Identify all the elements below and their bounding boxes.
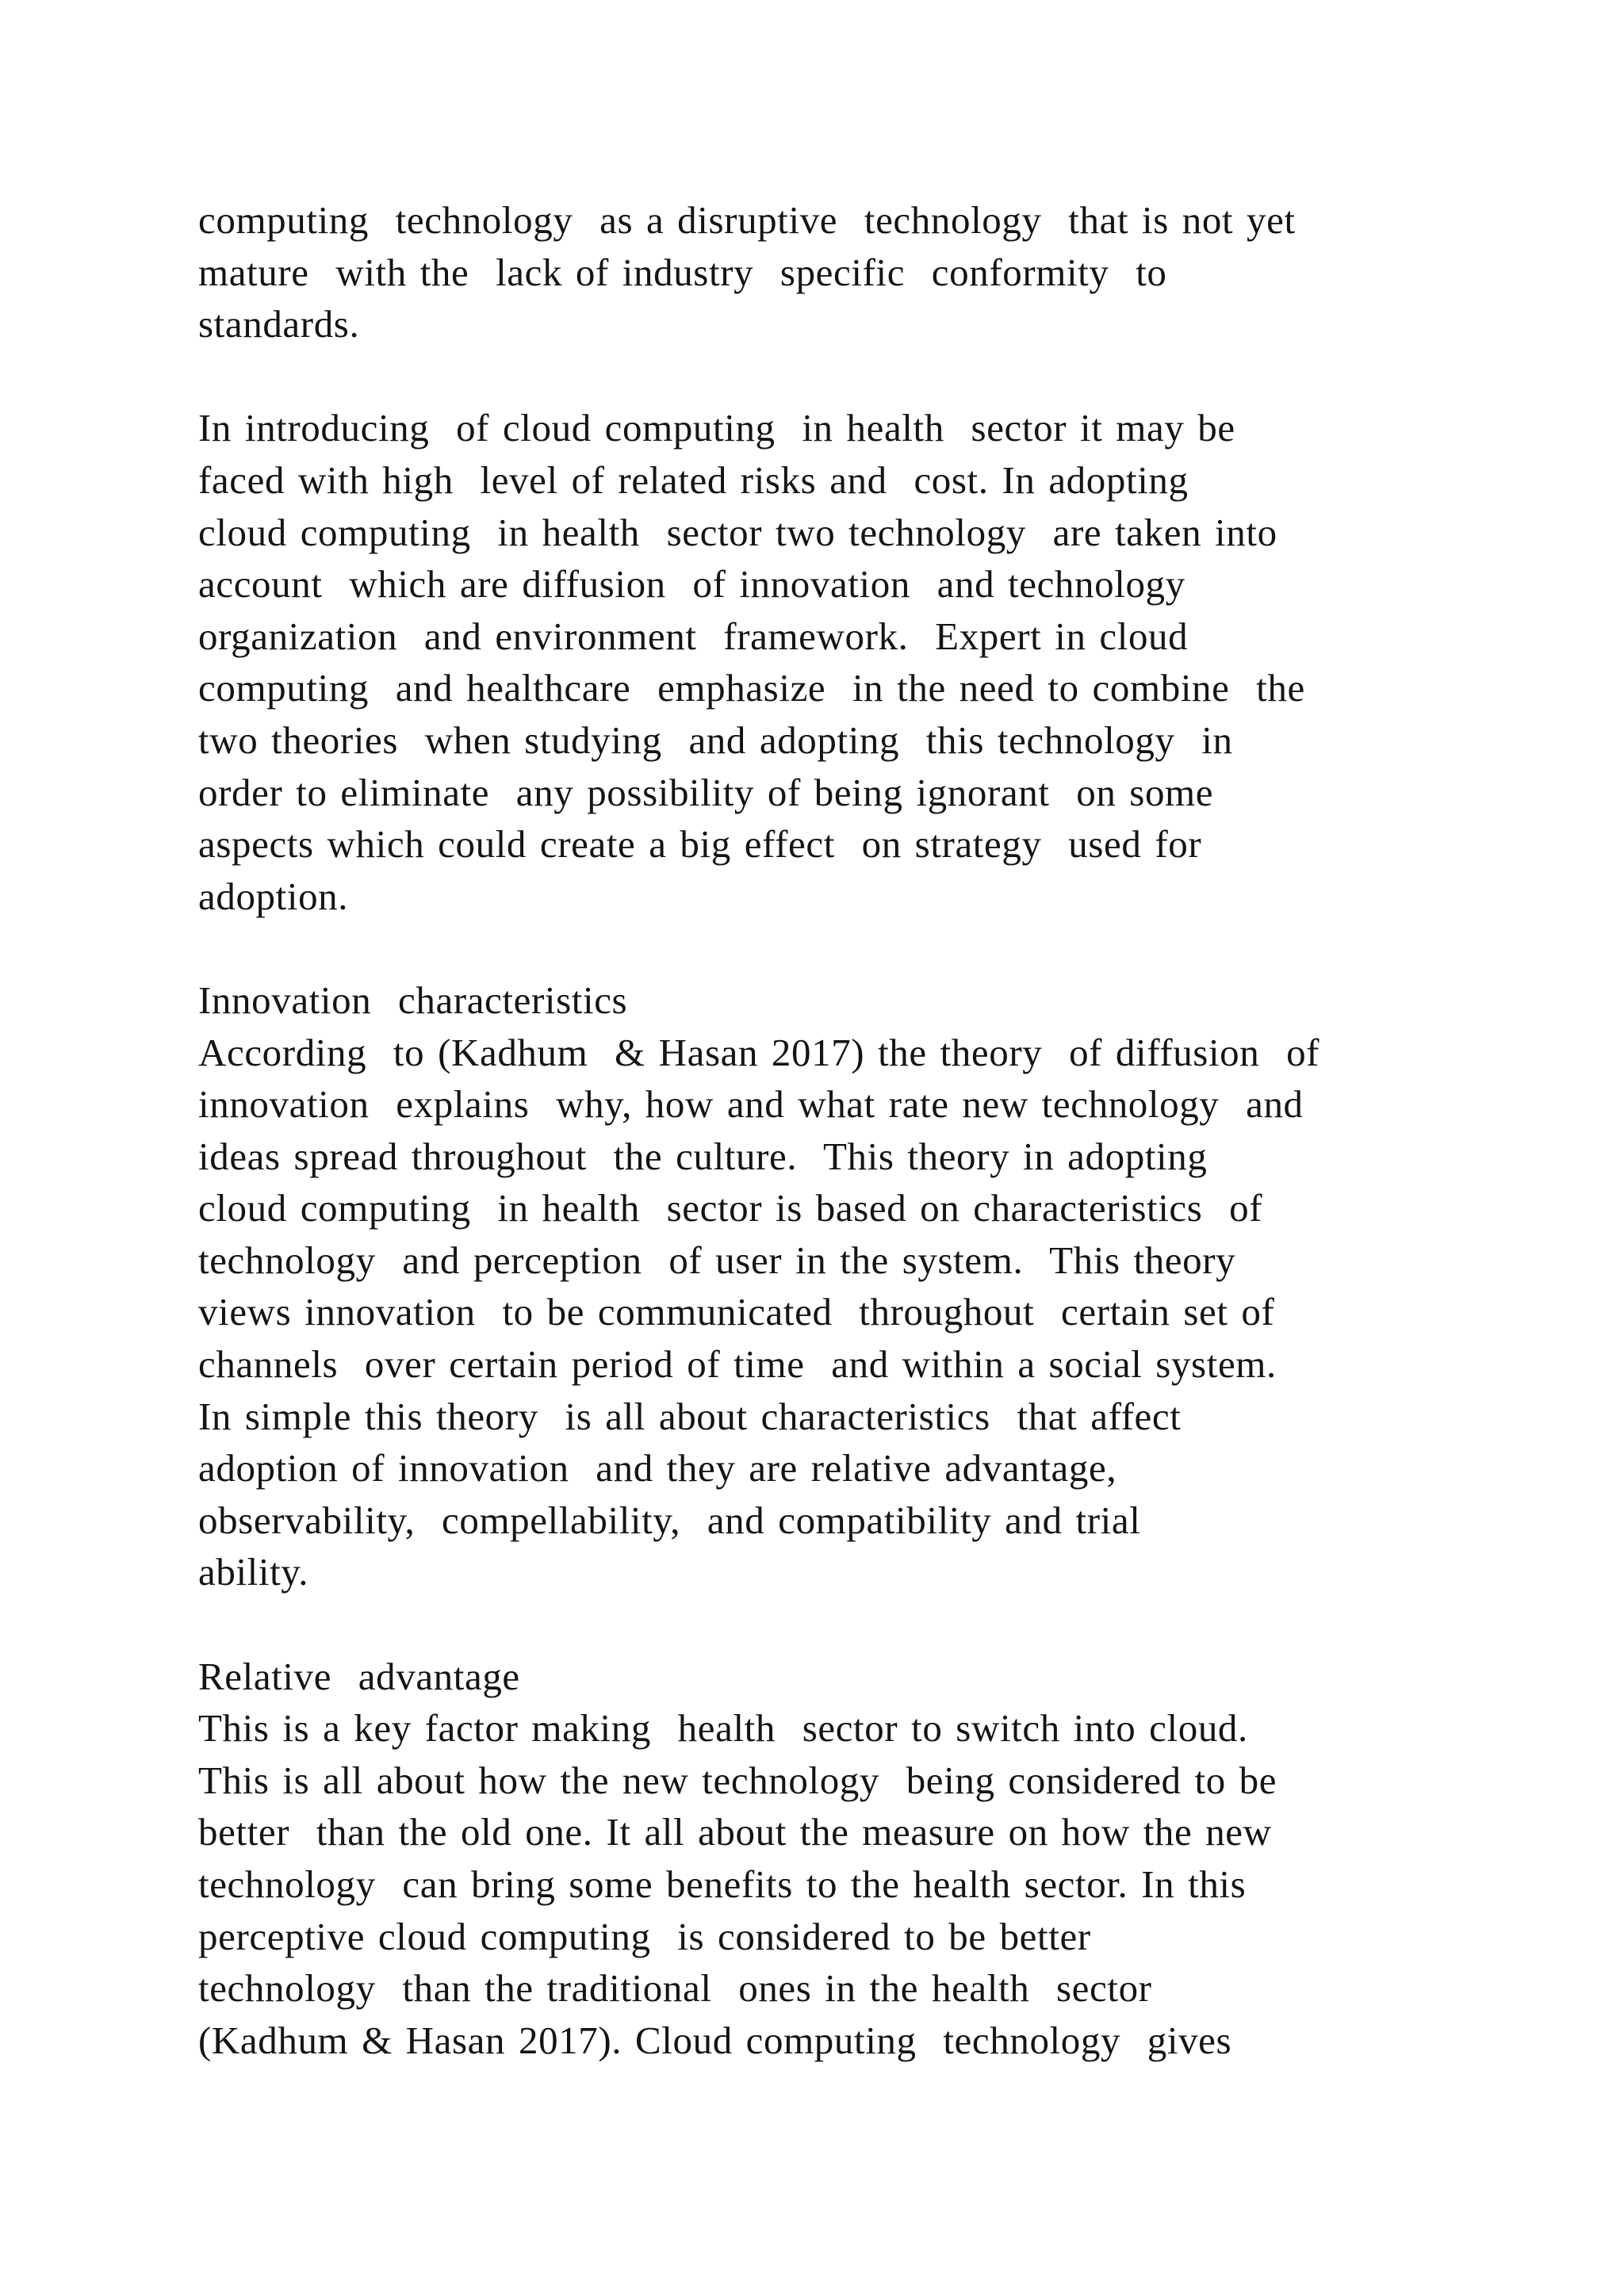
text-line: innovation explains why, how and what rate new technology and xyxy=(198,1082,1304,1127)
section-relative-advantage xyxy=(198,1651,1546,2067)
text-line: account which are diffusion of innovation and technology xyxy=(198,562,1185,607)
paragraph-gap xyxy=(198,922,1546,974)
text-line: ideas spread throughout the culture. This theory in adopting xyxy=(198,1134,1208,1178)
text-line: ability. xyxy=(198,1550,309,1594)
text-line: cloud computing in health sector two technology are taken into xyxy=(198,510,1277,554)
text-line: adoption. xyxy=(198,874,349,918)
section-heading: Innovation characteristics xyxy=(198,978,628,1022)
text-line: better than the old one. It all about the measure on how the new xyxy=(198,1810,1272,1854)
text-line: order to eliminate any possibility of being ignorant on some xyxy=(198,770,1214,814)
text-line: mature with the lack of industry specific conformity to xyxy=(198,250,1167,294)
text-line: channels over certain period of time and within a social system. xyxy=(198,1342,1277,1387)
text-line: (Kadhum & Hasan 2017). Cloud computing technology gives xyxy=(198,2018,1232,2062)
text-line: According to (Kadhum & Hasan 2017) the theory of diffusion of xyxy=(198,1030,1320,1074)
text-line: technology can bring some benefits to the health sector. In this xyxy=(198,1862,1247,1906)
section-heading: Relative advantage xyxy=(198,1654,520,1698)
text-line: perceptive cloud computing is considered to be better xyxy=(198,1914,1091,1958)
text-line: This is all about how the new technology being considered to be xyxy=(198,1758,1277,1802)
section-innovation-characteristics xyxy=(198,974,1546,1598)
text-line: computing and healthcare emphasize in the need to combine the xyxy=(198,666,1305,710)
text-line: faced with high level of related risks and cost. In adopting xyxy=(198,457,1189,502)
text-line: cloud computing in health sector is based on characteristics of xyxy=(198,1186,1263,1230)
text-line: In simple this theory is all about characteristics that affect xyxy=(198,1394,1182,1438)
text-line: standards. xyxy=(198,302,360,346)
text-line: two theories when studying and adopting this technology in xyxy=(198,718,1233,762)
text-line: This is a key factor making health sector to switch into cloud. xyxy=(198,1706,1248,1751)
text-line: views innovation to be communicated throughout certain set of xyxy=(198,1290,1275,1334)
text-line: aspects which could create a big effect on strategy used for xyxy=(198,822,1202,867)
document-body xyxy=(198,194,1546,2066)
text-line: computing technology as a disruptive technology that is not yet xyxy=(198,198,1296,242)
text-line: adoption of innovation and they are relative advantage, xyxy=(198,1446,1117,1490)
paragraph-disruptive-technology xyxy=(198,194,1546,350)
paragraph-gap xyxy=(198,1598,1546,1651)
text-line: In introducing of cloud computing in health sector it may be xyxy=(198,406,1235,450)
text-line: technology than the traditional ones in the health sector xyxy=(198,1966,1152,2011)
text-line: organization and environment framework. Expert in cloud xyxy=(198,614,1189,658)
text-line: observability, compellability, and compatibility and trial xyxy=(198,1498,1141,1542)
text-line: technology and perception of user in the system. This theory xyxy=(198,1238,1236,1282)
paragraph-gap xyxy=(198,350,1546,403)
paragraph-introducing-cloud xyxy=(198,402,1546,922)
